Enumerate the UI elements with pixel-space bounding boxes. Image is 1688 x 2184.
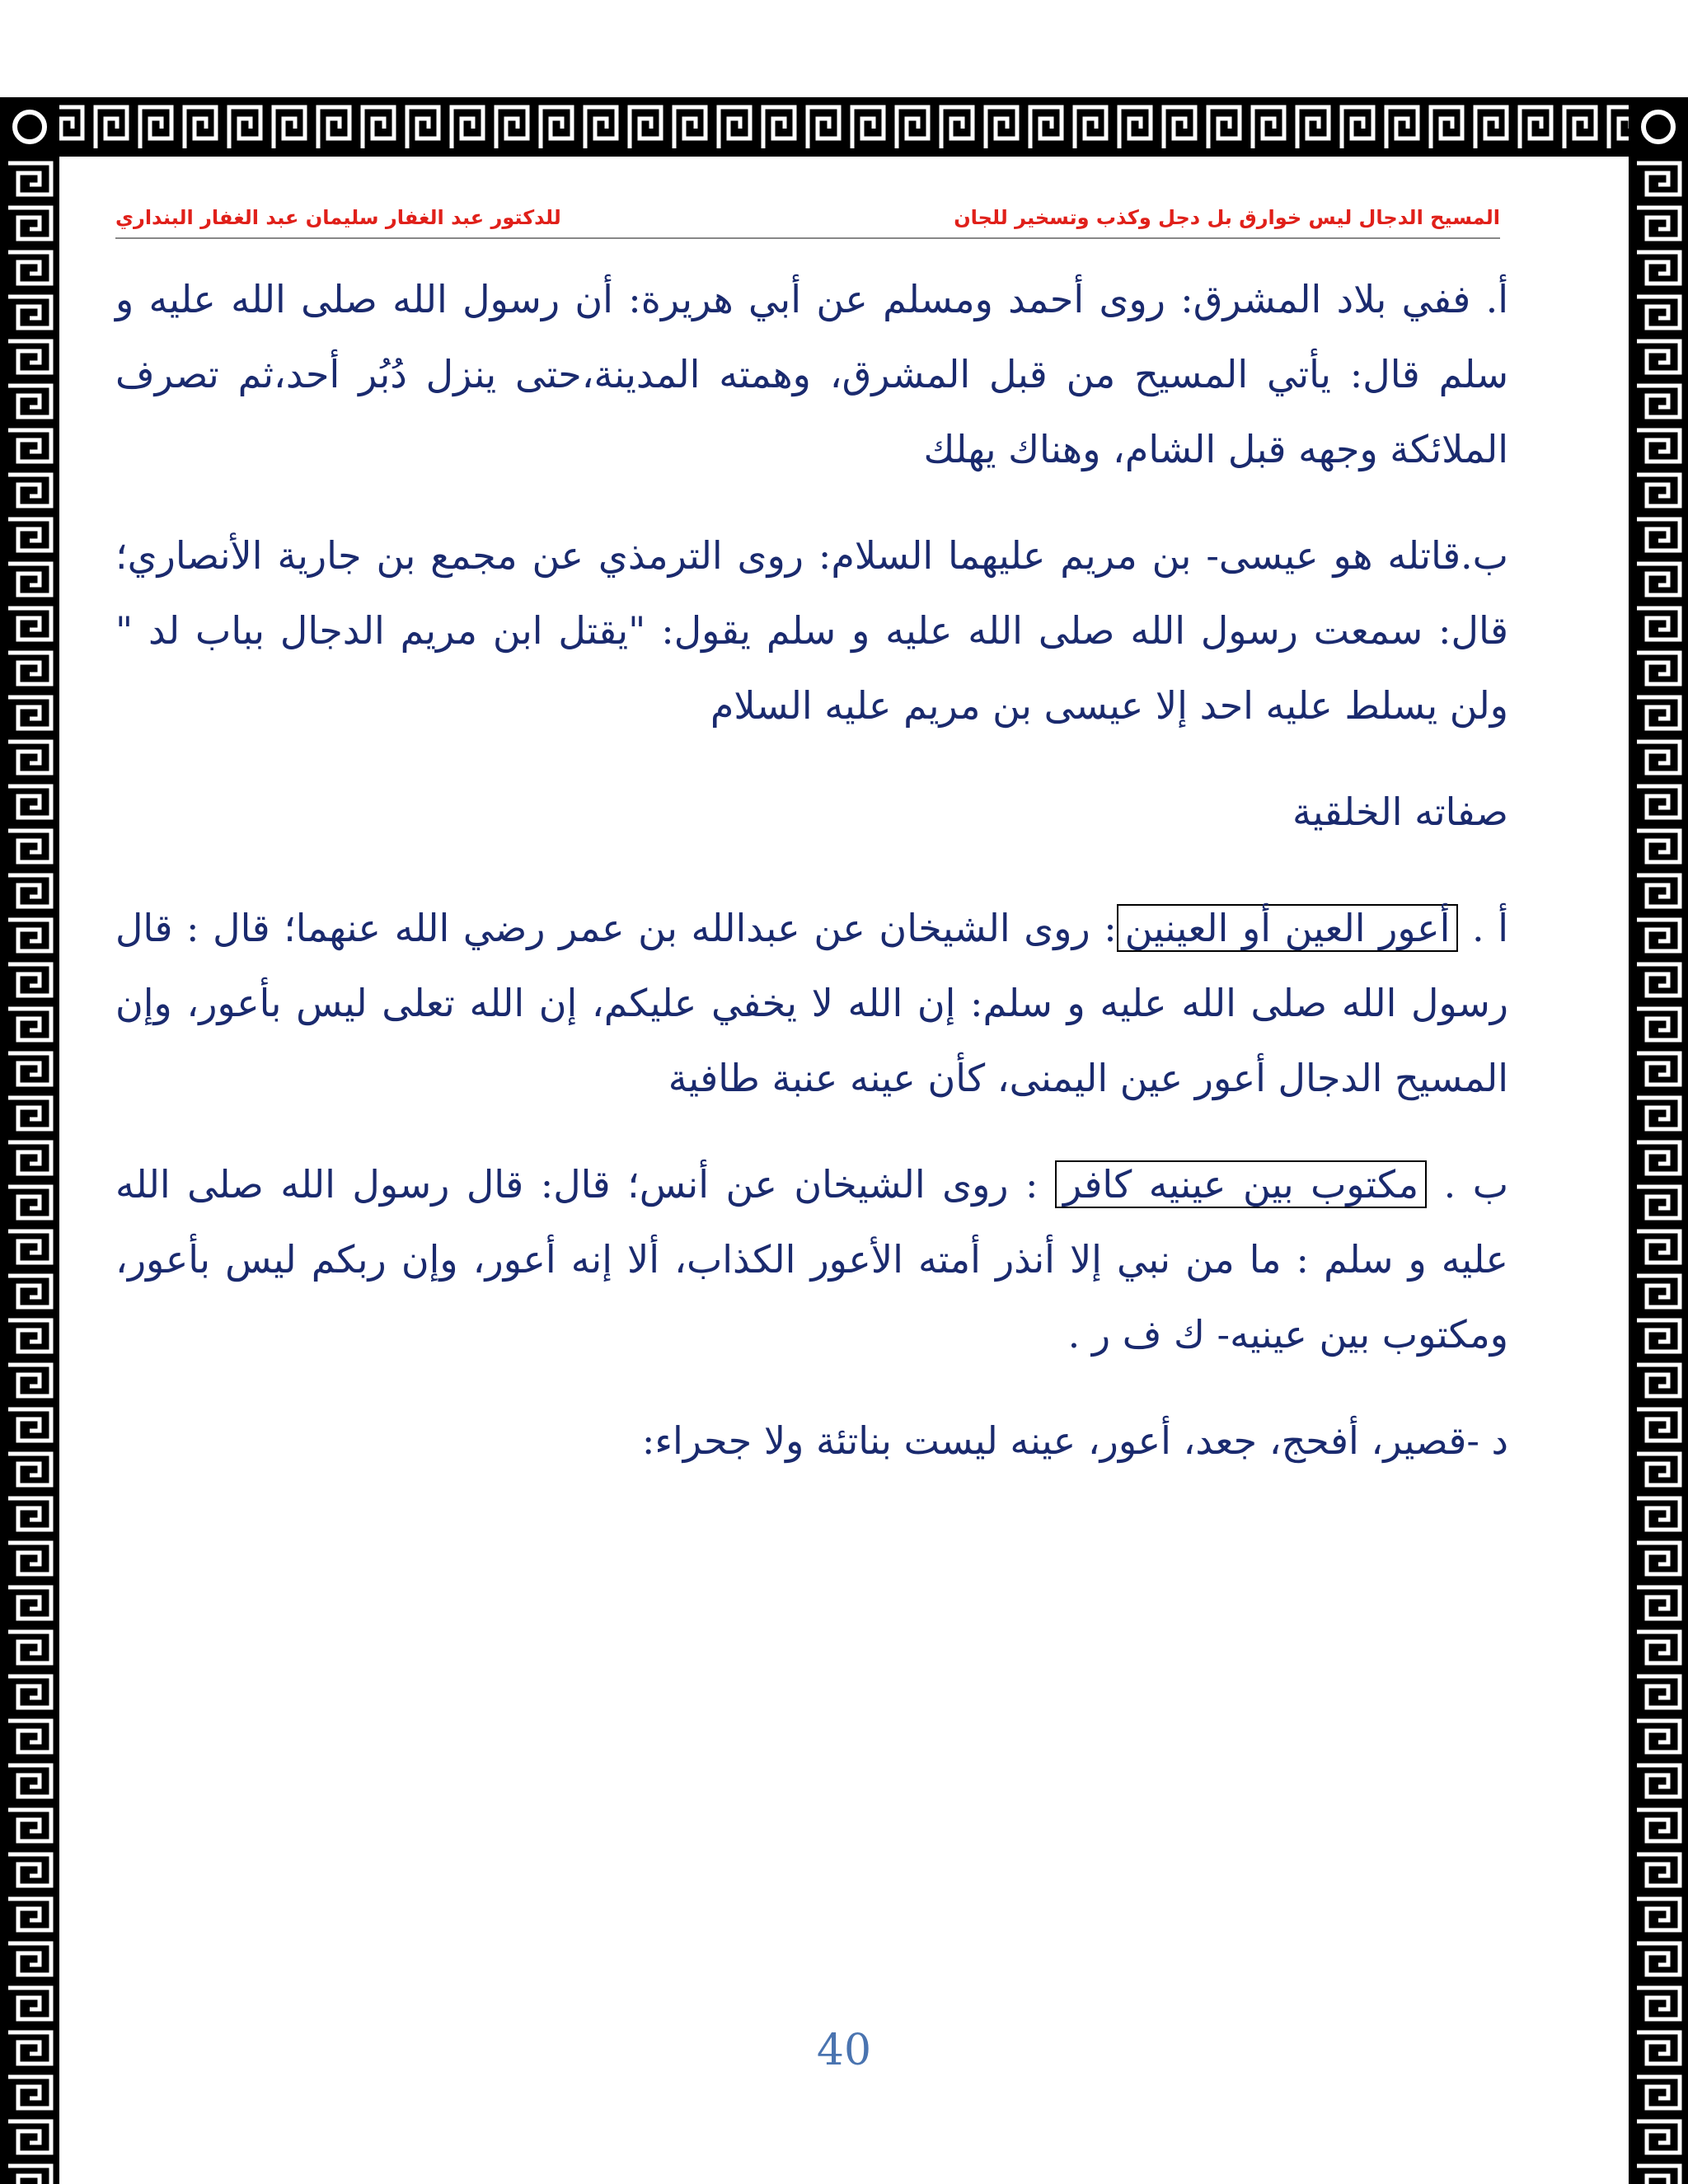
item-written-between-eyes [115, 1147, 1508, 1372]
boxed-term: مكتوب بين عينيه كافر [1055, 1160, 1427, 1208]
item-text: : روى الشيخان عن أنس؛ قال: قال رسول الله صلى الله عليه و سلم : ما من نبي إلا أنذر أمته الأعور الكذاب، ألا إنه أعور، وإن ربكم ليس بأعور، ومكتوب بين عينيه- ك ف ر . [115, 1162, 1508, 1357]
boxed-term: أعور العين أو العينين [1117, 904, 1459, 952]
page-body [115, 262, 1508, 1510]
item-prefix: ب . [1427, 1162, 1508, 1207]
border-right-pattern [1629, 157, 1688, 2184]
header-author: للدكتور عبد الغفار سليمان عبد الغفار البنداري [115, 206, 561, 229]
border-left-pattern [0, 157, 59, 2184]
item-one-eyed [115, 891, 1508, 1116]
running-header [115, 206, 1500, 239]
border-top-pattern [0, 97, 1688, 157]
paragraph-east: أ. ففي بلاد المشرق: روى أحمد ومسلم عن أبي هريرة: أن رسول الله صلى الله عليه و سلم قال: يأتي المسيح من قبل المشرق، وهمته المدينة،حتى ينزل دُبُر أحد،ثم تصرف الملائكة وجهه قبل الشام، وهناك يهلك [115, 277, 1508, 471]
header-divider [115, 237, 1500, 239]
page-number: 40 [816, 2026, 872, 2075]
section-heading: صفاته الخلقية [1292, 790, 1508, 834]
item-text: : روى الشيخان عن عبدالله بن عمر رضي الله عنهما؛ قال : قال رسول الله صلى الله عليه و سلم: إن الله لا يخفي عليكم، إن الله تعلى ليس بأعور، وإن المسيح الدجال أعور عين اليمنى، كأن عينه عنبة طافية [115, 906, 1508, 1100]
paragraph-killer: ب.قاتله هو عيسى- بن مريم عليهما السلام: روى الترمذي عن مجمع بن جارية الأنصاري؛ قال: سمعت رسول الله صلى الله عليه و سلم يقول: "يقتل ابن مريم الدجال بباب لد " ولن يسلط عليه احد إلا عيسى بن مريم عليه السلام [115, 533, 1508, 728]
header-title: المسيح الدجال ليس خوارق بل دجل وكذب وتسخير للجان [954, 206, 1500, 229]
paragraph-description: د -قصير، أفحج، جعد، أعور، عينه ليست بناتئة ولا جحراء: [641, 1418, 1508, 1463]
item-prefix: أ . [1458, 906, 1508, 950]
